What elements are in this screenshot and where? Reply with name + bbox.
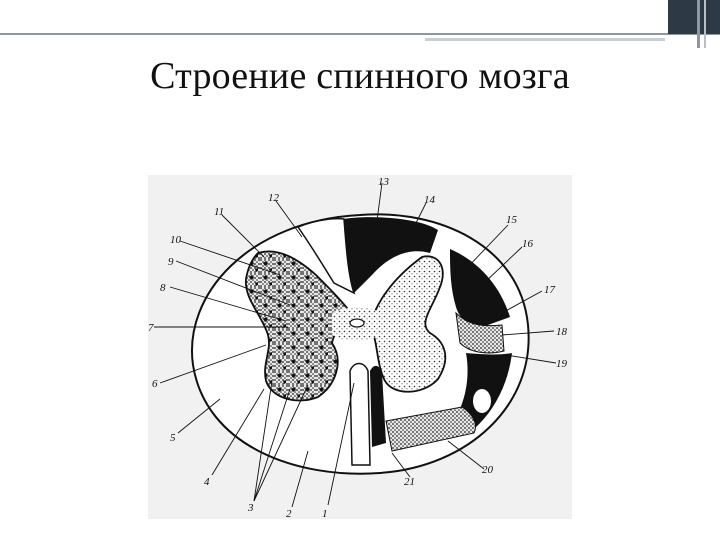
label-12: 12 (268, 192, 279, 204)
label-10: 10 (170, 234, 181, 246)
label-8: 8 (160, 282, 166, 294)
label-11: 11 (214, 206, 225, 218)
label-14: 14 (424, 194, 435, 206)
header-light-bar (425, 38, 665, 41)
label-7: 7 (148, 322, 154, 334)
label-17: 17 (544, 284, 555, 296)
header-right-stripe-2 (704, 0, 706, 48)
central-canal (350, 319, 364, 327)
label-16: 16 (522, 238, 533, 250)
anterior-median-fissure (350, 364, 370, 466)
label-15: 15 (506, 214, 517, 226)
label-20: 20 (482, 464, 493, 476)
label-3: 3 (248, 502, 254, 514)
label-4: 4 (204, 476, 210, 488)
spinal-cord-diagram (148, 175, 572, 519)
label-21: 21 (404, 476, 415, 488)
header-decoration (0, 0, 720, 60)
label-18: 18 (556, 326, 567, 338)
slide-title: Строение спинного мозга (150, 55, 570, 97)
header-right-stripe (697, 0, 700, 48)
spinal-cord-figure (148, 175, 572, 519)
label-1: 1 (322, 508, 328, 519)
ventral-white-oval (473, 389, 491, 413)
label-9: 9 (168, 256, 174, 268)
label-6: 6 (152, 378, 158, 390)
label-13: 13 (378, 176, 389, 188)
label-19: 19 (556, 358, 567, 370)
label-2: 2 (286, 508, 292, 519)
label-5: 5 (170, 432, 176, 444)
header-dark-bar (0, 33, 720, 35)
header-right-block (668, 0, 720, 34)
